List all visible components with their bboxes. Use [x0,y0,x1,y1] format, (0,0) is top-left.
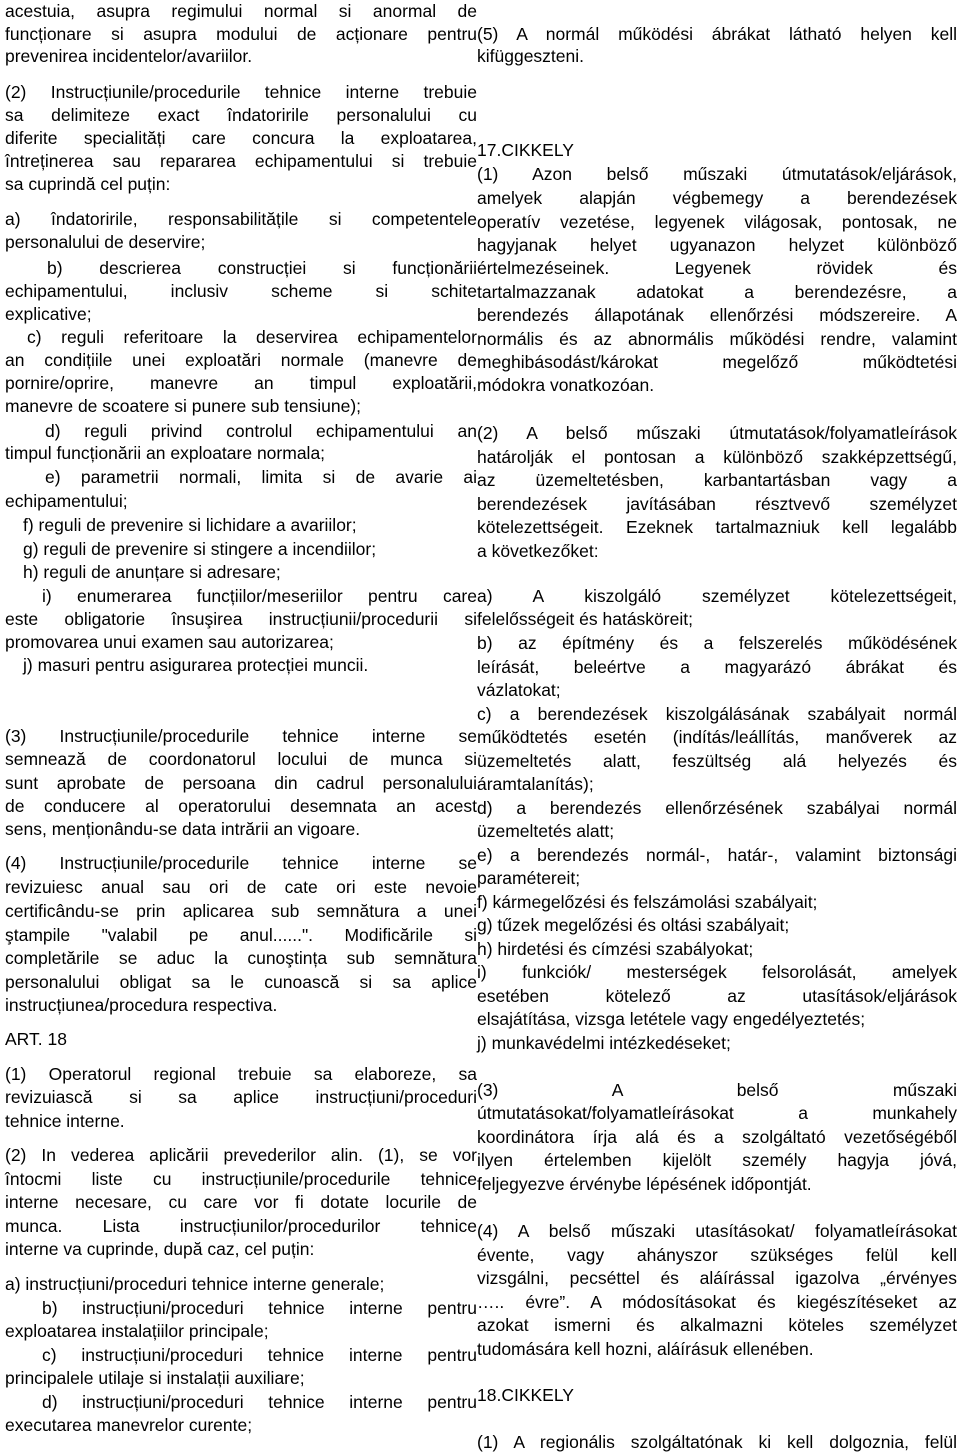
text-line: áramtalanítás); [477,774,594,794]
text-line: (2) In vederea aplicării prevederilor alin. (1), se vor [5,1145,477,1165]
text-line: c) reguli referitoare la deservirea echipamentelor [27,327,477,347]
text-line: întreținerea sau repararea echipamentului si trebuie [5,151,477,171]
text-line: ilyen értelemben kijelölt személy hagyja jóvá, [477,1150,957,1170]
text-line: (3) Instrucțiunile/procedurile tehnice interne se [5,726,477,746]
text-line: diferite specialități care concura la exploatarea, [5,128,477,148]
text-line: évente, vagy ahányszor szükséges felül kell [477,1245,957,1265]
text-line: h) reguli de anunțare si adresare; [23,562,281,582]
text-line: d) a berendezés ellenőrzésének szabályai normál [477,798,957,818]
text-line: a) A kiszolgáló személyzet kötelezettségeit, [477,586,957,606]
text-line: certificându-se prin aplicarea sub semnătura a unei [5,901,477,921]
text-line: i) funkciók/ mesterségek felsorolását, amelyek [477,962,957,982]
text-line: interne necesare, cu care vor fi dotate locurile de [5,1192,477,1212]
text-line: exploatarea instalațiilor principale; [5,1321,269,1341]
text-line: értelmezéseinek. Legyenek rövidek és [477,258,957,278]
text-line: principalele utilaje si instalații auxiliare; [5,1368,305,1388]
text-line: b) az építmény és a felszerelés működésének [477,633,957,653]
text-line: leírását, beleértve a magyarázó ábrákat és [477,657,957,677]
text-line: 18.CIKKELY [477,1385,574,1405]
text-line: esetében kötelező az utasítások/eljárások [477,986,957,1006]
text-line: semnează de coordonatorul locului de munca si [5,749,477,769]
text-line: revizuiască si sa aplice instrucțiuni/proceduri [5,1087,477,1107]
text-line: revizuiesc anual sau ori de cate ori este nevoie [5,877,477,897]
text-line: tehnice interne. [5,1111,125,1131]
text-line: prevenirea incidentelor/avariilor. [5,46,253,66]
text-line: j) masuri pentru asigurarea protecției muncii. [23,655,369,675]
text-line: kifüggeszteni. [477,46,585,66]
text-line: sens, menționându-se data intrării an vigoare. [5,819,361,839]
text-line: működtetés esetén (indítás/leállítás, manőverek az [477,727,957,747]
text-line: módokra vonatkozóan. [477,375,655,395]
text-line: (4) A belső műszaki utasításokat/ folyamatleírásokat [477,1221,957,1241]
text-line: a) îndatoririle, responsabilitățile si competentele [5,209,477,229]
text-line: vázlatokat; [477,680,561,700]
text-line: g) tűzek megelőzési és oltási szabályait; [477,915,790,935]
text-line: e) a berendezés normál-, határ-, valamint biztonsági [477,845,957,865]
text-line: felelősségeit és hatásköreit; [477,609,693,629]
text-line: ştampile "valabil pe anul......". Modificările si [5,925,477,945]
text-line: üzemeltetés alatt, feszültség alá helyezés és [477,751,957,771]
text-line: operatív vezetése, legyenek világosak, pontosak, ne [477,212,957,232]
text-line: j) munkavédelmi intézkedéseket; [477,1033,731,1053]
text-line: munca. Lista instrucțiunilor/procedurilor tehnice [5,1216,477,1236]
text-line: elsajátítása, vizsga letétele vagy engedélyeztetés; [477,1009,866,1029]
text-line: acestuia, asupra regimului normal si anormal de [5,1,477,21]
text-line: completările se aduc la cunoştința sub semnătura [5,948,477,968]
text-line: de conducere al operatorului desemnata an acest [5,796,477,816]
text-line: d) instrucțiuni/proceduri tehnice interne pentru [42,1392,477,1412]
text-line: personalului obligat sa le cunoască si sa aplice [5,972,477,992]
text-line: vizsgálni, pecséttel és aláírással igazolva „érvényes [477,1268,957,1288]
text-line: normális és az abnormális működési rendre, valamint [477,329,957,349]
text-line: sa cuprindă cel puțin: [5,174,171,194]
text-line: i) enumerarea funcțiilor/meseriilor pentru care [42,586,477,606]
text-line: (3) A belső műszaki [477,1080,957,1100]
text-line: executarea manevrelor curente; [5,1415,253,1435]
text-line: kötelezettségeit. Ezeknek tartalmazniuk kell legalább [477,517,957,537]
text-line: üzemeltetés alatt; [477,821,615,841]
text-line: a) instrucțiuni/proceduri tehnice interne generale; [5,1274,385,1294]
text-line: (1) Azon belső műszaki útmutatások/eljárások, [477,164,957,184]
text-line: meghibásodást/károkat megelőző működtetési [477,352,957,372]
text-line: tudomására kell hozni, aláírásuk ellenében. [477,1339,814,1359]
text-line: (2) Instrucțiunile/procedurile tehnice interne trebuie [5,82,477,102]
text-line: ART. 18 [5,1029,67,1049]
text-line: d) reguli privind controlul echipamentului an [45,421,477,441]
text-line: (1) Operatorul regional trebuie sa elaboreze, sa [5,1064,477,1084]
text-line: sunt aprobate de persoana din cadrul personalului [5,773,477,793]
text-line: interne va cuprinde, după caz, cel puțin: [5,1239,315,1259]
text-line: berendezés állapotának ellenőrzési módszereire. A [477,305,957,325]
text-line: (2) A belső műszaki útmutatások/folyamatleírások [477,423,957,443]
text-line: paramétereit; [477,868,581,888]
text-line: e) parametrii normali, limita si de avarie ai [45,467,477,487]
text-line: personalului de deservire; [5,232,206,252]
text-line: este obligatorie însuşirea instrucțiunii/procedurii si [5,609,477,629]
text-line: tartalmazzanak adatokat a berendezésre, a [477,282,957,302]
text-line: f) reguli de prevenire si lichidare a avariilor; [23,515,357,535]
text-line: funcționare si asupra modului de acționare pentru [5,24,477,44]
text-line: (1) A regionális szolgáltatónak ki kell dolgoznia, felül [477,1432,957,1452]
text-line: an condițiile unei exploatări normale (manevre de [5,350,477,370]
text-line: promovarea unui examen sau autorizarea; [5,632,334,652]
text-line: 17.CIKKELY [477,140,574,160]
text-line: a következőket: [477,541,599,561]
text-line: (4) Instrucțiunile/procedurile tehnice interne se [5,853,477,873]
text-line: echipamentului; [5,491,128,511]
text-line: h) hirdetési és címzési szabályokat; [477,939,754,959]
text-line: (5) A normál működési ábrákat látható helyen kell [477,24,957,44]
text-line: instrucțiunea/procedura respectiva. [5,995,278,1015]
text-line: pornire/oprire, manevre an timpul exploatării, [5,373,477,393]
text-line: echipamentului, inclusiv scheme si schite [5,281,477,301]
text-line: az üzemeltetésben, karbantartásban vagy a [477,470,957,490]
text-line: b) instrucțiuni/proceduri tehnice interne pentru [42,1298,477,1318]
text-line: c) a berendezések kiszolgálásának szabályait normál [477,704,957,724]
text-line: berendezések javításában résztvevő személyzet [477,494,957,514]
text-line: koordinátora írja alá és a szolgáltató vezetőségéből [477,1127,957,1147]
text-line: ….. évre”. A módosításokat és kiegészítéseket az [477,1292,957,1312]
text-line: g) reguli de prevenire si stingere a incendiilor; [23,539,377,559]
text-line: întocmi liste cu instrucțiunile/procedurile tehnice [5,1169,477,1189]
text-line: b) descrierea construcției si funcționării [47,258,477,278]
text-line: f) kármegelőzési és felszámolási szabályait; [477,892,818,912]
text-line: c) instrucțiuni/proceduri tehnice interne pentru [42,1345,477,1365]
text-line: hagyjanak helyet ugyanazon helyzet különböző [477,235,957,255]
text-line: sa delimiteze exact îndatoririle personalului cu [5,105,477,125]
text-line: útmutatásokat/folyamatleírásokat a munkahely [477,1103,957,1123]
text-line: feljegyezve érvénybe lépésének időpontját. [477,1174,812,1194]
text-line: amelyek alapján végbemegy a berendezések [477,188,957,208]
text-line: timpul funcționării an exploatare normala; [5,443,326,463]
text-line: azokat ismerni és alkalmazni köteles személyzet [477,1315,957,1335]
text-line: határolják el pontosan a különböző szakképzettségű, [477,447,957,467]
text-line: explicative; [5,304,92,324]
text-line: manevre de scoatere si punere sub tensiune); [5,396,362,416]
